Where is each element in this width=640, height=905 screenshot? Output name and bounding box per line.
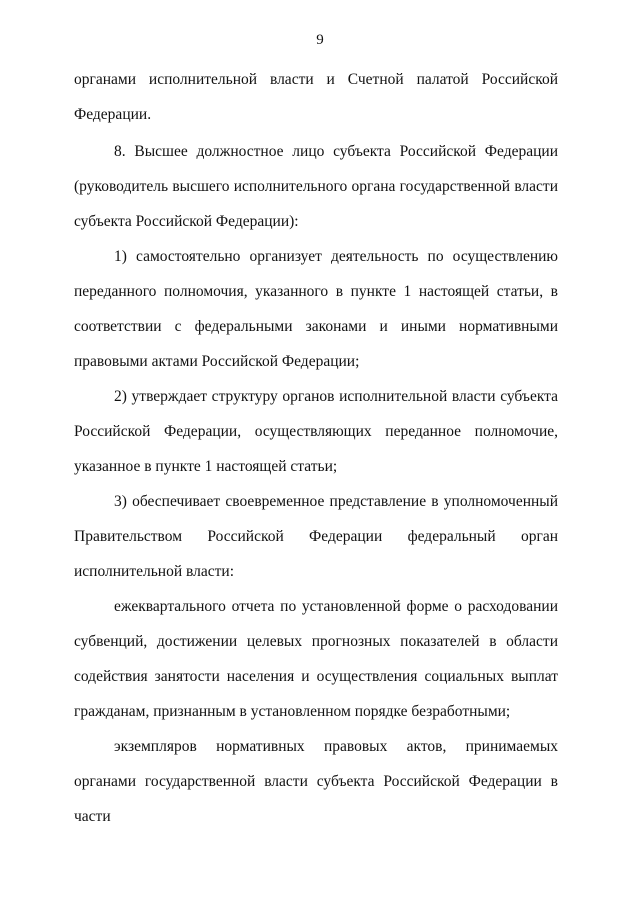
paragraph-item-3-line-3: исполнительной власти: bbox=[74, 563, 234, 580]
paragraph-item-1: 1) самостоятельно организует деятельность по осуществлению переданного полномочия, указанного в пункте 1 настоящей статьи, в соответствии с федеральными законами и иными нормативными правовыми актами Российской Федерации; bbox=[74, 248, 558, 370]
page-number: 9 bbox=[316, 32, 324, 48]
paragraph-legal-acts: экземпляров нормативных правовых актов, принимаемых органами государственной власти субъекта Российской Федерации в части bbox=[74, 738, 558, 825]
paragraph-continuation: органами исполнительной власти и Счетной палатой Российской Федерации. bbox=[74, 71, 558, 123]
paragraph-item-3 bbox=[74, 484, 558, 589]
paragraph-quarterly-report: ежеквартального отчета по установленной форме о расходовании субвенций, достижении целевых прогнозных показателей в области содействия занятости населения и осуществления социальных выплат гражданам, признанным в установленном порядке безработными; bbox=[74, 598, 558, 720]
paragraph-item-3-line-1: 3) обеспечивает своевременное представление в уполномоченный bbox=[114, 493, 558, 510]
paragraph-item-3-line-2: Правительством Российской Федерации федеральный орган bbox=[74, 528, 558, 545]
paragraph-section-8: 8. Высшее должностное лицо субъекта Российской Федерации (руководитель высшего исполнительного органа государственной власти субъекта Российской Федерации): bbox=[74, 143, 558, 230]
paragraph-item-2: 2) утверждает структуру органов исполнительной власти субъекта Российской Федерации, осуществляющих переданное полномочие, указанное в пункте 1 настоящей статьи; bbox=[74, 388, 558, 475]
